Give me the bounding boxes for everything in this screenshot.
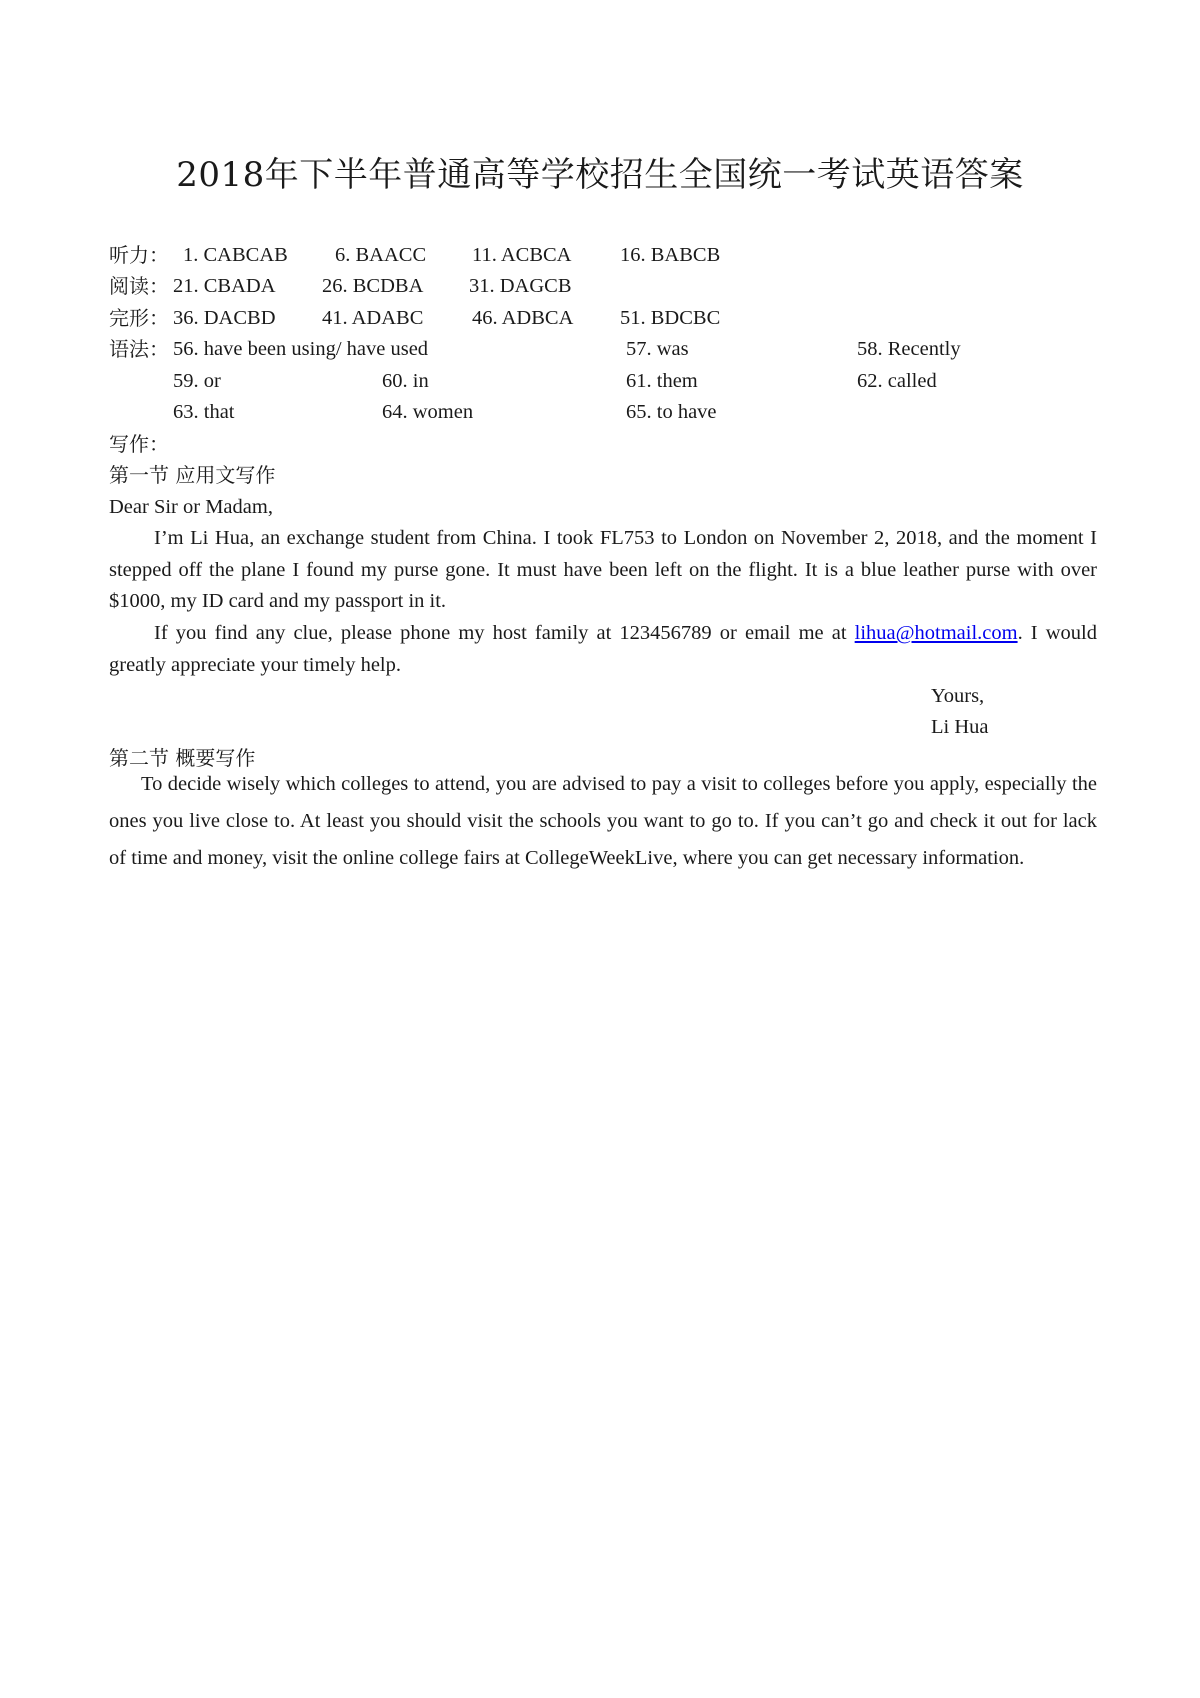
cloze-answer-41: 41. ADABC [322, 307, 424, 329]
listening-answer-1: 1. CABCAB [183, 244, 288, 266]
letter-paragraph-2-text: If you find any clue, please phone my host family at 123456789 or email me at [154, 622, 855, 644]
cloze-answer-36: 36. DACBD [173, 307, 276, 329]
writing-label: 写作： [109, 432, 169, 456]
reading-answer-31: 31. DAGCB [469, 275, 572, 297]
grammar-answer-58: 58. Recently [857, 338, 961, 360]
grammar-answer-61: 61. them [626, 370, 698, 392]
section1-heading: 第一节 应用文写作 [109, 463, 276, 487]
reading-answer-26: 26. BCDBA [322, 275, 424, 297]
grammar-answer-59: 59. or [173, 370, 221, 392]
grammar-answer-56: 56. have been using/ have used [173, 338, 429, 360]
cloze-answer-51: 51. BDCBC [620, 307, 721, 329]
grammar-answer-63: 63. that [173, 401, 235, 423]
listening-answer-16: 16. BABCB [620, 244, 721, 266]
grammar-answer-60: 60. in [382, 370, 429, 392]
summary-paragraph: To decide wisely which colleges to attend, you are advised to pay a visit to colleges before you apply, especially the ones you live close to. At least you should visit the schools you want to go to. If you can’t go and check it out for lack of time and money, visit the online college fairs at CollegeWeekLive, where you can get necessary information. [109, 773, 1097, 869]
email-link[interactable]: lihua@hotmail.com [854, 622, 1018, 644]
listening-label: 听力： [109, 243, 169, 267]
page-title: 2018年下半年普通高等学校招生全国统一考试英语答案 [176, 155, 1024, 195]
grammar-answer-57: 57. was [626, 338, 689, 360]
cloze-answer-46: 46. ADBCA [472, 307, 574, 329]
listening-answer-6: 6. BAACC [335, 244, 427, 266]
grammar-answer-62: 62. called [857, 370, 937, 392]
grammar-label: 语法： [109, 337, 169, 361]
grammar-answer-64: 64. women [382, 401, 474, 423]
letter-paragraph-1: I’m Li Hua, an exchange student from China. I took FL753 to London on November 2, 2018, and the moment I stepped off the plane I found my purse gone. It must have been left on the flight. It is a blue leather purse with over $1000, my ID card and my passport in it. [109, 527, 1097, 612]
listening-answer-11: 11. ACBCA [472, 244, 572, 266]
reading-label: 阅读： [109, 274, 169, 298]
letter-paragraph-2-tail: . I would greatly appreciate your timely help. [109, 622, 1097, 676]
section2-heading: 第二节 概要写作 [109, 746, 256, 770]
letter-salutation: Dear Sir or Madam, [109, 496, 273, 518]
letter-closing: Yours, [931, 685, 985, 707]
grammar-answer-65: 65. to have [626, 401, 717, 423]
cloze-label: 完形： [109, 306, 169, 330]
letter-signature: Li Hua [931, 716, 989, 738]
letter-paragraph-2 [109, 618, 1097, 681]
reading-answer-21: 21. CBADA [173, 275, 276, 297]
